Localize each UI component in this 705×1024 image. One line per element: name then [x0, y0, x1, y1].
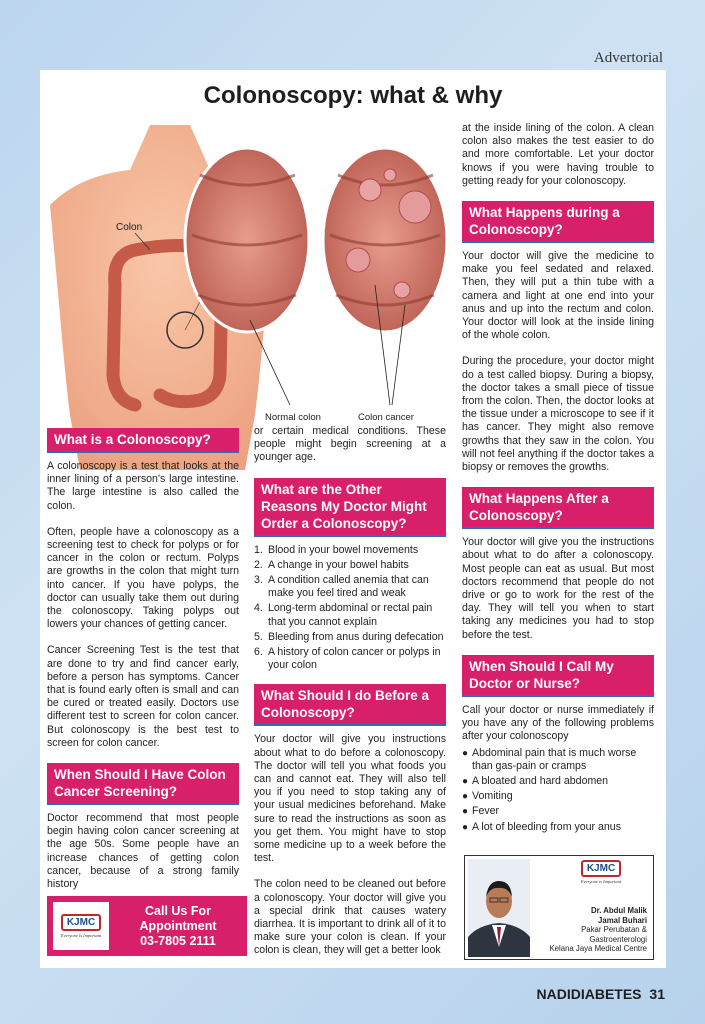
kjmc-logo: KJMC Everyone is Important [571, 860, 631, 890]
list-item: 1. Blood in your bowel movements [254, 543, 419, 556]
heading-when-screening: When Should I Have Colon Cancer Screening? [47, 763, 239, 805]
appointment-cta[interactable] [47, 896, 247, 956]
paragraph: Doctor recommend that most people begin having colon cancer screening at the age 50s. Some people have an increase chances of getting colon cancer, because of a strong family history [47, 812, 239, 891]
list-item: 2. A change in your bowel habits [254, 558, 409, 571]
paragraph: The colon need to be cleaned out before a colonoscopy. Your doctor will give you a special drink that causes watery diarrhea. It is important to drink all of it to make sure your colon is clean. If your colon is clean, they will get a better look [254, 878, 446, 957]
hospital-name: Kelana Jaya Medical Centre [549, 944, 647, 953]
column-3 [462, 122, 654, 836]
article-page [40, 70, 666, 968]
paragraph: Your doctor will give you the instructions about what to do after a colonoscopy. Most people can eat as usual. But most doctors recommend that people do not drive or go to work for the rest of the day. They will tell you when to start taking any medicines you had to stop before the test. [462, 536, 654, 641]
doctor-title: Pakar Perubatan & [581, 925, 647, 934]
list-item: ● A lot of bleeding from your anus [462, 820, 621, 833]
page-footer [537, 986, 665, 1002]
kjmc-logo: KJMC Everyone is Important [53, 902, 109, 950]
paragraph: Your doctor will give you instructions about what to do before a colonoscopy. The doctor will tell you what foods you can and cannot eat. They will also tell you if you need to stop taking any of your usual medicines beforehand. Make sure to read the instructions as soon as you get them. You might have to stop some medicine up to a week before the test. [254, 733, 446, 865]
cta-text: Call Us For Appointment 03-7805 2111 [109, 904, 247, 949]
page-number: 31 [649, 986, 665, 1002]
paragraph: Often, people have a colonoscopy as a screening test to check for polyps or for cancer in the colon or rectum. Polyps are growths in the colon that might turn into cancer. If you have polyps, the doctor can usually take them out during the colonoscopy. Taking polyps out lowers your chances of getting cancer. [47, 525, 239, 631]
list-item: 3. A condition called anemia that can make you feel tired and weak [254, 574, 429, 600]
paragraph: During the procedure, your doctor might do a test called biopsy. During a biopsy, the doctor takes a small piece of tissue from the colon. Then, the doctor looks at the tissue under a microscope to see if it has cancer. They might also remove growths that they saw in the colon. You will not feel anything if the doctor takes a biopsy or removes the growths. [462, 355, 654, 474]
list-item: 5. Bleeding from anus during defecation [254, 630, 444, 643]
paragraph: Cancer Screening Test is the test that are done to try and find cancer early, before a person has symptoms. Cancer that is found early often is small and can be cured or treated easily. Doctors use different test to screen for colon cancer. But colonoscopy is the best test to screen for colon cancer. [47, 644, 239, 749]
paragraph: or certain medical conditions. These people might begin screening at a younger age. [254, 425, 446, 464]
list-item: ● A bloated and hard abdomen [462, 774, 609, 787]
heading-before-colonoscopy: What Should I do Before a Colonoscopy? [254, 684, 446, 726]
article-title: Colonoscopy: what & why [203, 82, 503, 109]
doctor-photo [468, 859, 530, 957]
list-item: 4. Long-term abdominal or rectal pain that you cannot explain [254, 602, 433, 628]
paragraph: Your doctor will give the medicine to make you feel sedated and relaxed. Then, they will put a thin tube with a camera and light at one end into your anus and up into the rectum and colon. Your doctor will look at the inside lining of the whole colon. [462, 250, 654, 342]
doctor-name: Dr. Abdul Malik [590, 906, 647, 915]
doctor-title: Gastroenterologi [589, 934, 647, 944]
symptoms-list [462, 747, 654, 834]
doctor-info [549, 906, 647, 954]
paragraph: A colonoscopy is a test that looks at the inner lining of a person's large intestine. The large intestine is also called the colon. [47, 460, 239, 512]
colon-cancer-label: Colon cancer [358, 412, 414, 423]
doctor-profile [464, 855, 654, 960]
magazine-brand: NADIDIABETES [536, 986, 642, 1002]
phone-number: 03-7805 2111 [140, 933, 216, 948]
advertorial-tag: Advertorial [593, 50, 663, 66]
reasons-list [254, 544, 446, 673]
paragraph: at the inside lining of the colon. A clean colon also makes the test easier to do and more comfortable. Let your doctor knows if you were having trouble to getting ready for your colonoscopy. [462, 122, 654, 187]
heading-what-is-colonoscopy: What is a Colonoscopy? [47, 428, 239, 453]
heading-during-colonoscopy: What Happens during a Colonoscopy? [462, 201, 654, 243]
list-item: ● Abdominal pain that is much worse than gas-pain or cramps [462, 746, 637, 772]
heading-after-colonoscopy: What Happens After a Colonoscopy? [462, 487, 654, 529]
paragraph: Call your doctor or nurse immediately if you have any of the following problems after your colonoscopy [462, 703, 654, 743]
heading-call-doctor: When Should I Call My Doctor or Nurse? [462, 655, 654, 697]
column-1 [47, 428, 239, 904]
list-item: ● Vomiting [462, 790, 513, 803]
colon-label: Colon [116, 222, 143, 233]
column-2 [254, 425, 446, 971]
normal-colon-label: Normal colon [265, 412, 321, 423]
list-item: ● Fever [462, 805, 500, 818]
heading-other-reasons: What are the Other Reasons My Doctor Might Order a Colonoscopy? [254, 478, 446, 537]
list-item: 6. A history of colon cancer or polyps in your colon [254, 646, 441, 672]
doctor-name: Jamal Buhari [598, 915, 647, 925]
